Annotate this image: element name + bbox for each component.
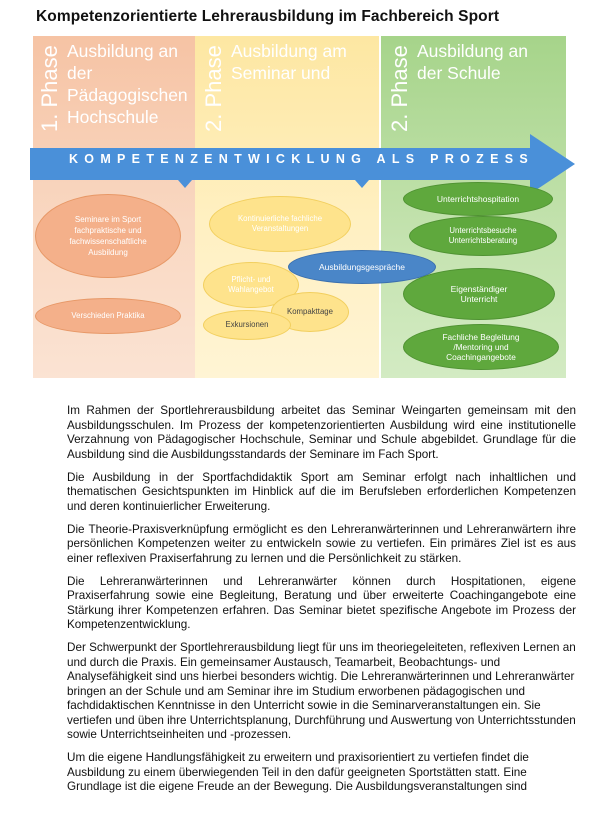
phase-3-number: 2. Phase	[387, 45, 412, 132]
competence-diagram	[33, 36, 570, 378]
phase-2-label-line: Seminar und	[231, 63, 331, 83]
phase-3-label-line: der Schule	[417, 63, 501, 83]
paragraph: Um die eigene Handlungsfähigkeit zu erweitern und praxisorientiert zu vertiefen findet die Ausbildung zu einem überwiegenden Teil in den dafür geeigneten Sportstätten statt. Eine Grundlage ist die eigene Freude an der Bewegung. Die Ausbildungsveranstaltungen sind	[67, 751, 529, 793]
bubble-seminare: Seminare im Sport fachpraktische und fachwissenschaftliche Ausbildung	[35, 194, 181, 278]
bubble-kompakttage: Kompakttage	[271, 292, 349, 332]
phase-1-label-line: Pädagogischen	[67, 85, 188, 105]
paragraph: Die Ausbildung in der Sportfachdidaktik Sport am Seminar erfolgt nach inhaltlichen und thematischen Gesichtspunkten im Hinblick auf die im Berufsleben erforderlichen Kompetenzen und deren kontinuierlicher Erweiterung.	[67, 470, 576, 513]
phase-2-label-line: Ausbildung am	[231, 41, 347, 61]
bubble-begleitung: Fachliche Begleitung /Mentoring und Coachingangebote	[403, 324, 559, 370]
bubble-besuche: Unterrichtsbesuche Unterrichtsberatung	[409, 216, 557, 256]
arrow-label: KOMPETENZENTWICKLUNG ALS PROZESS	[68, 152, 535, 166]
document-title: Kompetenzorientierte Lehrerausbildung im Fachbereich Sport	[36, 8, 500, 25]
phase-3-label-line: Ausbildung an	[417, 41, 528, 61]
phase-2-label	[231, 40, 347, 84]
bubble-exkursionen: Exkursionen	[203, 310, 291, 340]
phase-3-label	[417, 40, 528, 84]
bubble-hospitation: Unterrichtshospitation	[403, 182, 553, 216]
body-text	[67, 404, 576, 803]
bubble-pflicht: Pflicht- und Wahlangebot	[203, 262, 299, 308]
bubble-ausbildungsgespraeche: Ausbildungsgespräche	[288, 250, 436, 284]
bubble-praktika: Verschieden Praktika	[35, 298, 181, 334]
paragraph: Die Lehreranwärterinnen und Lehreranwärter können durch Hospitationen, eigene Praxiserfahrung sowie eine Begleitung, Beratung und über erweiterte Coachingangebote eine Stärkung ihrer Kompetenzen erfahren. Das Seminar bietet spezifische Angebote im Prozess der Kompetenzentwicklung.	[67, 574, 576, 631]
bubble-kontinuierliche: Kontinuierliche fachliche Veranstaltungen	[209, 196, 351, 252]
phase-1-label	[67, 40, 188, 128]
bubble-eigenstaendig: Eigenständiger Unterricht	[403, 268, 555, 320]
phase-1-label-line: Ausbildung an	[67, 41, 178, 61]
phase-1-label-line: Hochschule	[67, 107, 159, 127]
phase-1-number: 1. Phase	[37, 45, 62, 132]
paragraph: Im Rahmen der Sportlehrerausbildung arbeitet das Seminar Weingarten gemeinsam mit den Ausbildungsschulen. Im Prozess der kompetenzorientierten Ausbildung wird eine institutionelle Verzahnung von Pädagogischer Hochschule, Seminar und Schule abgebildet. Grundlage für die Ausbildung sind die Ausbildungsstandards der Seminare im Fach Sport.	[67, 404, 576, 461]
phase-2-number: 2. Phase	[201, 45, 226, 132]
paragraph: Der Schwerpunkt der Sportlehrerausbildung liegt für uns im theoriegeleiteten, reflexiven Lernen an und durch die Praxis. Ein gemeinsamer Austausch, Teamarbeit, Beobachtungs- und Analysefähigkeit sind uns hierbei besonders wichtig. Die Lehreranwärterinnen und Lehreranwärter bringen an der Schule und am Seminar ihre im Studium erworbenen pädagogischen und fachdidaktischen Kenntnisse in den Unterricht sowie in die Seminarveranstaltungen ein. Sie vertiefen und üben ihre Unterrichtsplanung, Durchführung und Auswertung von Unterrichtsstunden sowie Unterrichtseinheiten und -prozessen.	[67, 641, 576, 741]
paragraph: Die Theorie-Praxisverknüpfung ermöglicht es den Lehreranwärterinnen und Lehreranwärtern ihre persönlichen Kompetenzen weiter zu entwickeln sowie zu vertiefen. Ein primäres Ziel ist es aus einer reflexiven Praxiserfahrung zu lernen und die Persönlichkeit zu stärken.	[67, 522, 576, 565]
phase-1-label-line: der	[67, 63, 93, 83]
